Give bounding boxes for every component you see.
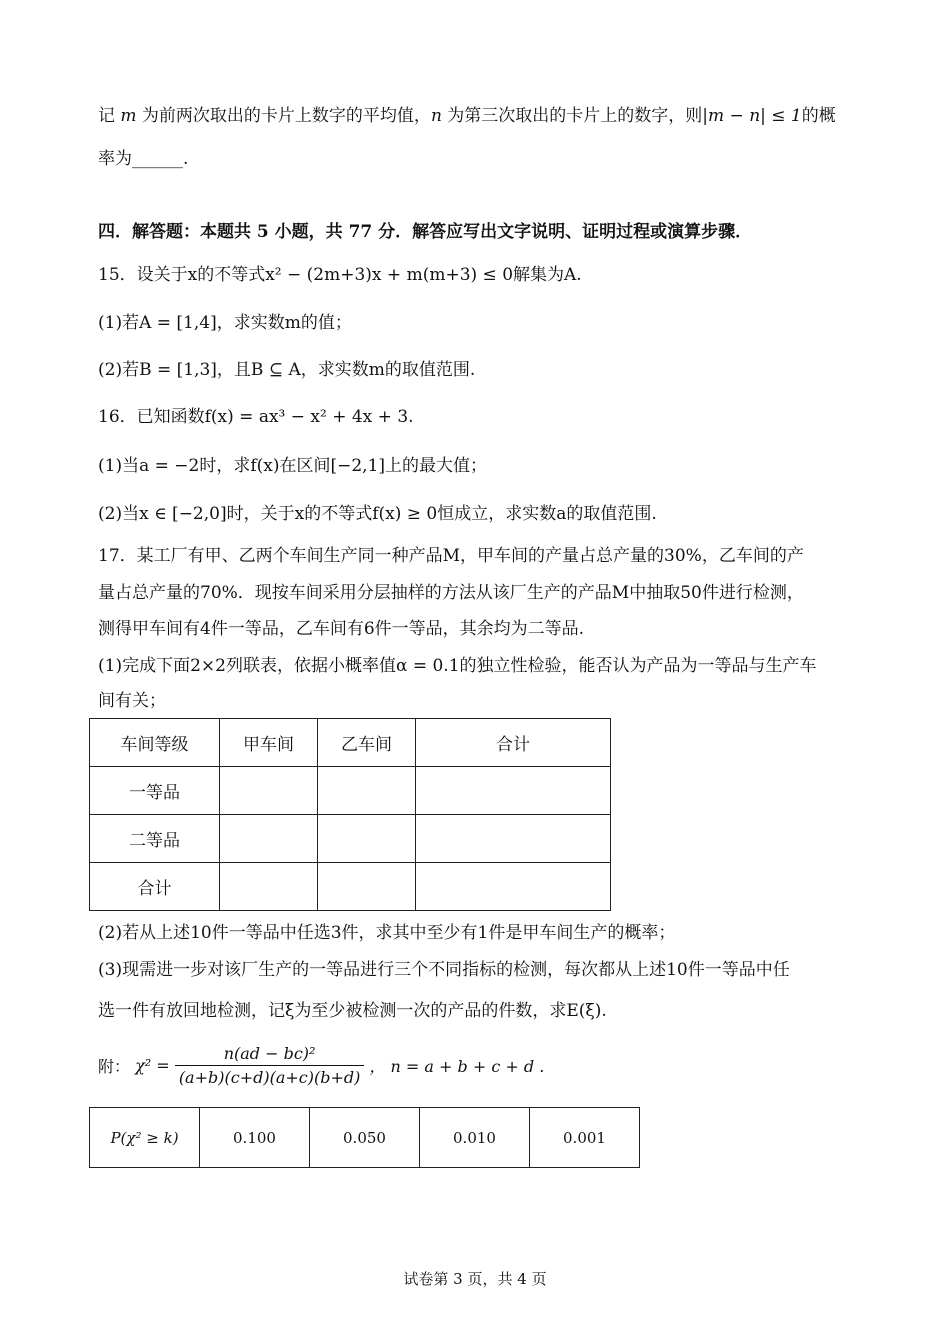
chi-square-symbol: χ² = (135, 1056, 170, 1075)
table-cell (416, 767, 611, 815)
prev-problem-line-2: 率为______. (98, 149, 189, 169)
table-cell: 0.001 (530, 1108, 640, 1168)
q16-stem: 16．已知函数f(x) = ax³ − x² + 4x + 3. (98, 407, 414, 427)
abs-condition: |m − n| ≤ 1 (702, 106, 802, 126)
table-row (90, 1108, 640, 1168)
header-cell: 乙车间 (318, 719, 416, 767)
table-cell: 0.050 (310, 1108, 420, 1168)
chi-square-fraction (175, 1044, 365, 1087)
page-footer: 试卷第 3 页，共 4 页 (403, 1270, 547, 1288)
section-heading: 四．解答题：本题共 5 小题，共 77 分．解答应写出文字说明、证明过程或演算步骤． (98, 222, 753, 242)
table-cell (416, 863, 611, 911)
table-row (90, 767, 611, 815)
table-row (90, 815, 611, 863)
q15-stem: 15．设关于x的不等式x² − (2m+3)x + m(m+3) ≤ 0解集为A. (98, 265, 582, 285)
table-cell (318, 767, 416, 815)
q17-line-1: 17．某工厂有甲、乙两个车间生产同一种产品M，甲车间的产量占总产量的30%，乙车间的产 (98, 546, 804, 566)
q17-part1-line-1: (1)完成下面2×2列联表，依据小概率值α = 0.1的独立性检验，能否认为产品为一等品与生产车 (98, 656, 817, 676)
header-cell: 甲车间 (220, 719, 318, 767)
q17-part3-line-2: 选一件有放回地检测，记ξ为至少被检测一次的产品的件数，求E(ξ). (98, 1001, 607, 1021)
table-cell (318, 815, 416, 863)
q16-part2: (2)当x ∈ [−2,0]时，关于x的不等式f(x) ≥ 0恒成立，求实数a的取值范围. (98, 504, 657, 524)
row-label: 合计 (90, 863, 220, 911)
table-cell: 0.010 (420, 1108, 530, 1168)
header-cell: 车间等级 (90, 719, 220, 767)
critical-value-table (89, 1107, 640, 1168)
n-definition: ， n = a + b + c + d . (369, 1057, 545, 1076)
q17-line-3: 测得甲车间有4件一等品，乙车间有6件一等品，其余均为二等品. (98, 619, 585, 639)
prev-problem-line-1: 记 m 为前两次取出的卡片上数字的平均值，n 为第三次取出的卡片上的数字，则|m − n| ≤ 1的概 (98, 106, 836, 126)
fraction-numerator: n(ad − bc)² (175, 1044, 365, 1066)
row-label: 二等品 (90, 815, 220, 863)
probability-label: P(χ² ≥ k) (90, 1108, 200, 1168)
q17-line-2: 量占总产量的70%．现按车间采用分层抽样的方法从该厂生产的产品M中抽取50件进行检测， (98, 583, 804, 603)
q15-part2: (2)若B = [1,3]，且B ⊆ A，求实数m的取值范围. (98, 360, 476, 380)
table-cell (416, 815, 611, 863)
table-row (90, 863, 611, 911)
table-cell (220, 767, 318, 815)
q16-part1: (1)当a = −2时，求f(x)在区间[−2,1]上的最大值； (98, 456, 488, 476)
var-n: n (430, 106, 442, 126)
q17-part2: (2)若从上述10件一等品中任选3件，求其中至少有1件是甲车间生产的概率； (98, 923, 676, 943)
appendix-label: 附： (98, 1057, 131, 1076)
q17-part1-line-2: 间有关； (98, 691, 166, 711)
table-header-row (90, 719, 611, 767)
table-cell (318, 863, 416, 911)
appendix-formula (98, 1044, 544, 1087)
row-label: 一等品 (90, 767, 220, 815)
var-m: m (120, 106, 137, 126)
header-cell: 合计 (416, 719, 611, 767)
contingency-table (89, 718, 611, 911)
table-cell: 0.100 (200, 1108, 310, 1168)
table-cell (220, 815, 318, 863)
table-cell (220, 863, 318, 911)
q17-part3-line-1: (3)现需进一步对该厂生产的一等品进行三个不同指标的检测，每次都从上述10件一等品中任 (98, 960, 790, 980)
q15-part1: (1)若A = [1,4]，求实数m的值； (98, 313, 352, 333)
fraction-denominator: (a+b)(c+d)(a+c)(b+d) (178, 1068, 361, 1087)
